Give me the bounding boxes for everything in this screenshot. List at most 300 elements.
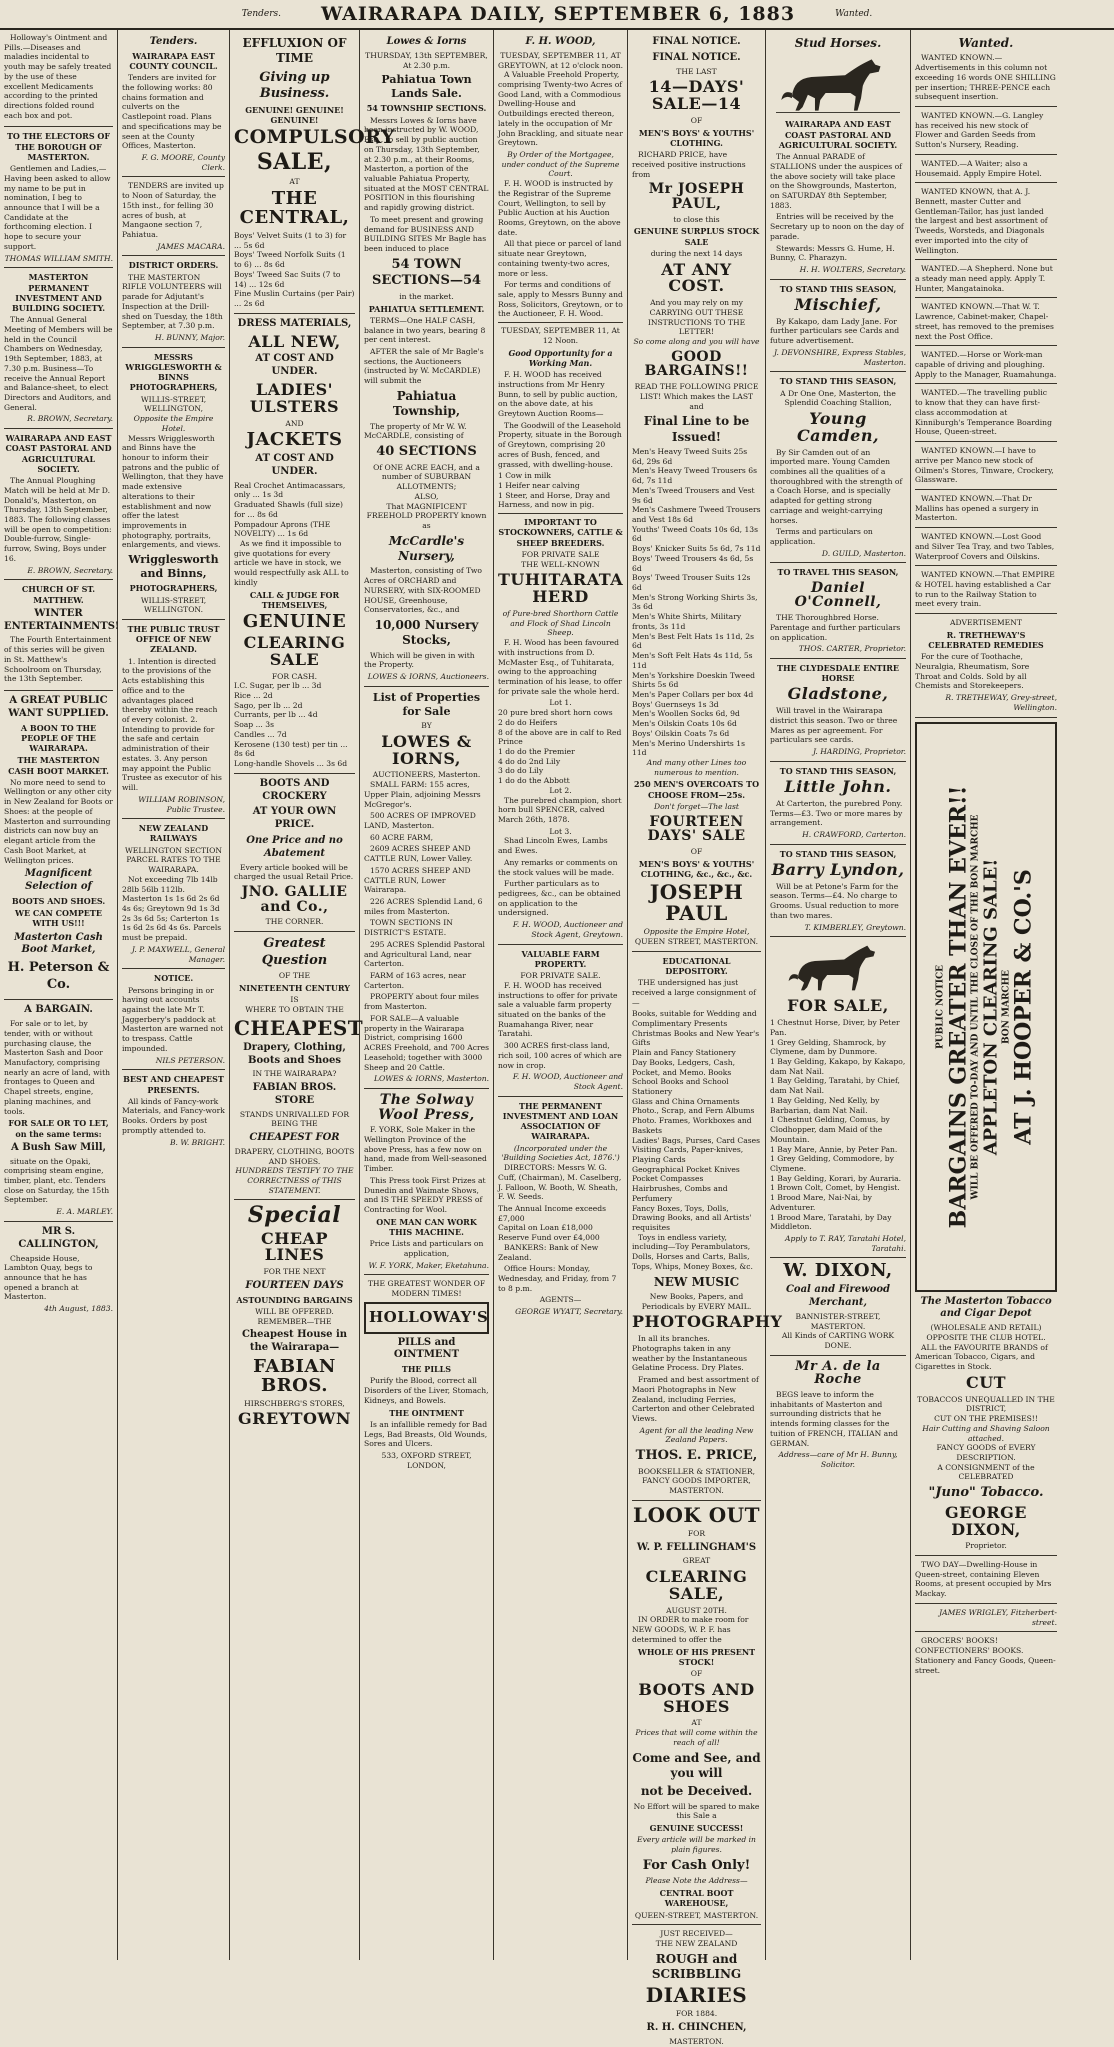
greytown-heading: GREYTOWN (237, 1409, 351, 1429)
council-heading: WAIRARAPA EAST COUNTY COUNCIL. (129, 50, 218, 72)
railways-heading: NEW ZEALAND RAILWAYS (138, 823, 209, 844)
wanted-10: WANTED KNOWN.—That Dr Mallins has opened a surgery in Masterton. (915, 494, 1057, 528)
trust-heading: THE PUBLIC TRUST OFFICE OF NEW ZEALAND. (127, 624, 220, 655)
fancy-line: FANCY GOODS of EVERY DESCRIPTION. (936, 1443, 1036, 1462)
little-john-heading: Little John. (784, 777, 892, 797)
solway-body: F. YORK, Sole Maker in the Wellington Province of the above Press, has a few now on hand, made from Well-seasoned Timber. (364, 1125, 487, 1174)
prop-text: The property of Mr W. W. McCARDLE, consisting of (364, 421, 467, 441)
read-line: READ THE FOLLOWING PRICE LIST! Which makes the LAST and (634, 382, 759, 411)
days-sale-heading: 14—DAYS' SALE—14 (648, 77, 745, 114)
agent-line: Agent for all the leading New Zealand Papers. (639, 1425, 754, 1445)
pahiatua-heading: Pahiatua Town Lands Sale. (381, 73, 472, 101)
grocery-price-list: I.C. Sugar, per lb ... 3d Rice ... 2d Sago, per lb ... 2d Currants, per lb ... 4d Soap ... 3s Candles ... 7d Kerosene (130 test) per tin ... 8s 6d Long-handle Shovels ... 3s 6d (234, 681, 355, 773)
column-4 (360, 30, 494, 1960)
suburban-line: Of ONE ACRE EACH, and a number of SUBURBAN ALLOTMENTS; (373, 462, 480, 492)
young-camden-heading: Young Camden, (796, 408, 880, 445)
tobacco-subheading: (WHOLESALE AND RETAIL) (930, 1323, 1042, 1333)
electors-heading: TO THE ELECTORS OF THE BOROUGH OF MASTERTON. (6, 131, 111, 162)
farm-body: F. H. WOOD has received instructions to offer for private sale a valuable farm property situated on the banks of the Ruamahanga River, near Taratahi. (498, 980, 618, 1039)
joseph-paul-big-heading: JOSEPH PAUL (649, 880, 744, 926)
pahiatua-settlement-line: PAHIATUA SETTLEMENT. (368, 303, 485, 314)
stand-heading-2: TO STAND THIS SEASON, (779, 376, 897, 387)
roche-body: BEGS leave to inform the inhabitants of Masterton and surrounding districts that he intends forming classes for the tuition of FRENCH, ITALIAN and GERMAN. (770, 1390, 898, 1448)
list-heading: List of Properties for Sale (372, 690, 481, 718)
masterton-line: MASTERTON. (632, 1486, 761, 1501)
of-line-3: OF (690, 1669, 703, 1679)
ray-signature: Apply to T. RAY, Taratahi Hotel, Taratahi. (785, 1233, 906, 1253)
masthead-right: Wanted. (835, 9, 873, 19)
column-5 (494, 30, 628, 1960)
carter-signature: THOS. CARTER, Proprietor. (798, 644, 906, 654)
solway-heading: The Solway Wool Press, (378, 1091, 475, 1123)
callington-ad (4, 1226, 113, 1314)
is-line: IS (290, 995, 299, 1005)
boots-shoes-heading: BOOTS AND SHOES (638, 1679, 755, 1716)
lowes-iorns-heading: LOWES & IORNS, (381, 731, 472, 768)
toys-text: Toys in endless variety, including—Toy Perambulators, Dolls, Horses and Carts, Balls, Tops, Whips, Money Boxes, &c. (632, 1232, 753, 1271)
gallie-heading: JNO. GALLIE and Co., (241, 883, 348, 915)
for-sale-text: FOR SALE—A valuable property in the Wairarapa District, comprising 1600 ACRES Freehold, and 700 Acres Leasehold; together with 3000 Sheep and 20 Cattle. (364, 1013, 489, 1072)
lowes-heading: Lowes & Iorns (386, 36, 467, 47)
wrigglesworth-address: WILLIS-STREET, WELLINGTON, (140, 394, 207, 414)
holloways-heading: HOLLOWAY'S (369, 1307, 489, 1326)
presents-signature: B. W. BRIGHT. (169, 1137, 225, 1147)
compete-line: WE CAN COMPETE WITH US!!! (15, 908, 102, 929)
dixon-heading: W. DIXON, (783, 1260, 893, 1282)
genuine-surplus-line: GENUINE SURPLUS STOCK SALE (633, 226, 760, 247)
sixty-text: 60 ACRE FARM, (370, 832, 434, 842)
own-price-heading: AT YOUR OWN PRICE. (252, 806, 337, 831)
gladstone-heading: Gladstone, (787, 684, 889, 704)
in-order-text: IN ORDER to make room for NEW GOODS, W. P. F. has determined to offer the (632, 1615, 749, 1644)
parade-text: The Annual PARADE of STALLIONS under the auspices of the above society will take place on the Showgrounds, Masterton, on SATURDAY 8th September, 1883. (770, 152, 902, 210)
drapery-heading: Drapery, Clothing, Boots and Shoes (243, 1041, 346, 1066)
five-hundred-text: 500 ACRES OF IMPROVED LAND, Masterton. (364, 811, 476, 830)
valuable-heading: VALUABLE FARM PROPERTY. (521, 948, 600, 969)
photography-body: In all its branches. Photographs taken in any weather by the Instantaneous Gelatine Process. Dry Plates. (632, 1334, 747, 1373)
wrigley-signature: JAMES WRIGLEY, Fitzherbert-street. (915, 1608, 1057, 1632)
chinchen-location: MASTERTON. (669, 2036, 724, 2046)
cheapest-house-line: Cheapest House in the Wairarapa— (241, 1329, 348, 1354)
railways-signature: J. P. MAXWELL, General Manager. (131, 944, 225, 964)
mischief-body: By Kakapo, dam Lady Jane. For further particulars see Cards and future advertisement. (770, 316, 900, 346)
pahiatua-body: Messrs Lowes & Iorns have been instructed by W. WOOD, Esq., to sell by public auction on Thursday, 13th September, at 2.30 p.m., at their Rooms, Masterton, a portion of the valuable Pahiatua Property, situated at the MOST CENTRAL POSITION in this flourishing and rapidly growing district. (364, 115, 489, 213)
district-heading: DISTRICT ORDERS. (128, 260, 219, 271)
callington-heading: MR S. CALLINGTON, (18, 1225, 99, 1250)
herd-heading: TUHITARATA HERD (498, 570, 624, 607)
roche-address: Address—care of Mr H. Bunny, Solicitor. (778, 1450, 898, 1470)
clothing-price-list: Men's Heavy Tweed Suits 25s 6d, 29s 6d Men's Heavy Tweed Trousers 6s 6d, 7s 11d Men's Tweed Trousers and Vest 9s 6d Men's Cashmere Tweed Trousers and Vest 18s 6d Youths' Tweed Coats 10s 6d, 13s 6d Boys' Knicker Suits 5s 6d, 7s 11d Boys' Tweed Trousers 4s 6d, 5s 6d Boys' Tweed Trouser Suits 12s 6d Men's Strong Working Shirts 3s, 3s 6d Men's White Shirts, Military fronts, 3s 11d Men's Best Felt Hats 1s 11d, 2s 6d Men's Soft Felt Hats 4s 11d, 5s 11d Men's Yorkshire Doeskin Tweed Shirts 5s 6d Men's Paper Collars per box 4d Boys' Guernseys 1s 3d Men's Woollen Socks 6d, 9d Men's Oilskin Coats 10s 6d Boys' Oilskin Coats 7s 6d Men's Merino Undershirts 1s 11d (632, 446, 761, 758)
notice-signature: NILS PETERSON. (155, 1055, 225, 1065)
stallion-parade-ad (770, 119, 906, 279)
cut-heading: CUT (965, 1372, 1007, 1392)
wanted-1: WANTED KNOWN.—Advertisements in this column not exceeding 16 words ONE SHILLING per insertion; THREE-PENCE each subsequent insertion. (915, 53, 1057, 107)
mccardle-body: Masterton, consisting of Two Acres of ORCHARD and NURSERY, with SIX-ROOMED HOUSE, Greenhouse, Conservatories, &c., and (364, 566, 482, 615)
consignment-line: A CONSIGNMENT of the CELEBRATED (937, 1462, 1035, 1482)
district-orders-ad (122, 260, 225, 347)
august-line: AUGUST 20TH. (666, 1605, 727, 1615)
lot-1-heading: Lot 1. (549, 698, 572, 708)
electors-signature: THOMAS WILLIAM SMITH. (4, 253, 113, 263)
electors-ad (4, 131, 113, 268)
no-effort-line: No Effort will be spared to make this Sale a (633, 1801, 760, 1821)
look-out-heading: LOOK OUT (633, 1502, 760, 1527)
address-line: 533, OXFORD STREET, LONDON, (381, 1450, 472, 1470)
little-john-body: At Carterton, the purebred Pony. Terms—£3. Two or more mares by arrangement. (770, 798, 903, 828)
juno-heading: "Juno" Tobacco. (928, 1485, 1044, 1501)
little-john-ad (770, 766, 906, 845)
presents-heading: BEST AND CHEAPEST PRESENTS. (123, 1074, 224, 1095)
harding-signature: J. HARDING, Proprietor. (812, 747, 906, 757)
wood-2-text: F. H. WOOD has received instructions from Mr Henry Bunn, to sell by public auction, on the above date, at his Greytown Auction Rooms— (498, 370, 618, 418)
remember-line: REMEMBER—THE (257, 1316, 332, 1326)
after-text: AFTER the sale of Mr Bagle's sections, the Auctioneers (instructed by W. McCARDLE) will submit the (364, 347, 484, 386)
masterton-cash-line: Masterton Cash Boot Market, (14, 931, 103, 956)
wanted-7: WANTED.—Horse or Work-man capable of driving and ploughing. Apply to the Manager, Ruamahunga. (915, 350, 1057, 384)
wanted-5: WANTED.—A Shepherd. None but a steady man need apply. Apply T. Hunter, Mangatainoka. (915, 264, 1057, 298)
final-line-heading: Final Line to be Issued! (643, 414, 750, 444)
wanted-6: WANTED KNOWN.—That W. T. Lawrence, Cabinet-maker, Chapel-street, has removed to the premises next the Post Office. (915, 302, 1057, 346)
masthead-left: Tenders. (241, 9, 281, 19)
george-dixon-heading: GEORGE DIXON, (945, 1502, 1027, 1539)
young-camden-body: By Sir Camden out of an imported mare. Young Camden combines all the qualities of a thoroughbred with the strength of a Coach Horse, and is specially adapted for getting strong carriage and weight-carrying horses. (770, 447, 903, 525)
office-hours-text: Office Hours: Monday, Wednesday, and Friday, from 7 to 8 p.m. (498, 1264, 617, 1293)
travel-heading: TO TRAVEL THIS SEASON, (777, 567, 899, 578)
greatest-heading: Greatest Question (261, 936, 328, 968)
nursery-heading: 10,000 Nursery Stocks, (374, 618, 479, 648)
two-nine-five-text: 295 ACRES Splendid Pastoral and Agricultural Land, near Carterton. (364, 939, 485, 969)
music-body: New Books, Papers, and Periodicals by EVERY MAIL. (641, 1291, 752, 1311)
herd-body: F. H. Wood has been favoured with instructions from D. McMaster Esq., of Tuhitarata, owing to the approaching termination of his lease, to offer for private sale the whole herd. (498, 638, 622, 696)
bargain-heading: A BARGAIN. (24, 1004, 93, 1016)
offered-text: WILL BE OFFERED TO-DAY AND UNTIL THE CLOSE OF THE BON MARCHE (970, 814, 981, 1200)
fourteen-days-heading: FOURTEEN DAYS' SALE (647, 813, 746, 845)
presents-ad (122, 1074, 225, 1147)
well-known-line: THE WELL-KNOWN (521, 559, 600, 569)
genuine-line: GENUINE! GENUINE! GENUINE! (245, 104, 344, 126)
tobacco-heading: The Masterton Tobacco and Cigar Depot (920, 1295, 1052, 1320)
corner-line: THE CORNER. (234, 917, 355, 932)
tobacco-location: OPPOSITE THE CLUB HOTEL. (926, 1332, 1046, 1342)
lot-3-heading: Lot 3. (549, 826, 572, 836)
last-line: THE LAST (676, 66, 717, 76)
cheapest-for-line: CHEAPEST FOR (249, 1132, 340, 1144)
one-man-line: ONE MAN CAN WORK THIS MACHINE. (376, 1216, 477, 1238)
council-body: Tenders are invited for the following works: 80 chains formation and culverts on the Castlepoint road. Plans and specifications may be seen at the County Offices, Masterton. (122, 73, 222, 151)
final-notice-heading-2: FINAL NOTICE. (652, 51, 741, 63)
hooper-name-text: AT J. HOOPER & CO.'S (1011, 868, 1038, 1145)
peterson-line: H. Peterson & Co. (7, 960, 110, 992)
opportunity-line: Good Opportunity for a Working Man. (508, 347, 613, 368)
overcoats-line: 250 MEN'S OVERCOATS TO CHOOSE FROM—25s. (633, 779, 760, 800)
wanted-3: WANTED.—A Waiter; also a Housemaid. Apply Empire Hotel. (915, 159, 1057, 183)
cash-boot-body: No more need to send to Wellington or any other city in New Zealand for Boots or Shoes: at the people of Masterton and surrounding districts can now buy an elegant article from the Cash Boot Market, at Wellington prices. (4, 777, 113, 865)
fabian-store-heading: FABIAN BROS. STORE (252, 1082, 337, 1106)
tuesday-line: TUESDAY, SEPTEMBER 11, At 12 Noon. (501, 326, 620, 345)
terms-text: TERMS—One HALF CASH, balance in two years, bearing 8 per cent interest. (364, 315, 486, 345)
holloway-intro (4, 33, 113, 127)
fellingham-heading: W. P. FELLINGHAM'S (636, 1541, 757, 1553)
market-line: in the market. (399, 291, 454, 301)
wb-name: Wrigglesworth and Binns, (128, 553, 219, 581)
farm-text: FARM of 163 acres, near Carterton. (364, 971, 466, 990)
final-notice-heading: FINAL NOTICE. (652, 36, 741, 47)
bush-signature: E. A. MARLEY. (56, 1207, 113, 1217)
column-3 (230, 30, 395, 1960)
attend-text: To meet present and growing demand for BUSINESS AND BUILDING SITES Mr Bagle has been induced to place (364, 214, 487, 253)
notice-ad (122, 973, 225, 1070)
good-bargains-heading: GOOD BARGAINS!! (644, 348, 749, 380)
come-line: So come along and you will have (633, 337, 760, 346)
trust-body: 1. Intention is directed to the provisions of the Acts establishing this office and to the advantages placed thereby within the reach of every colonist. 2. Intending to provide for the safe and certain administration of their estates. 3. Any person may appoint the Public Trustee as executor of his will. (122, 656, 222, 793)
wood-signature: F. H. WOOD, Auctioneer and Stock Agent, Greytown. (498, 920, 623, 944)
boots-shoes-line: BOOTS AND SHOES. (11, 895, 106, 906)
received-line: JUST RECEIVED— (660, 1929, 733, 1939)
council-signature: F. G. MOORE, County Clerk. (141, 153, 225, 172)
public-notice-text: PUBLIC NOTICE (935, 964, 946, 1049)
order-line: By Order of the Mortgagee, under conduct of the Supreme Court. (501, 149, 620, 179)
stands-line: STANDS UNRIVALLED FOR BEING THE (239, 1109, 350, 1129)
farm-private-line: FOR PRIVATE SALE. (520, 971, 601, 981)
wanted-heading: Wanted. (958, 36, 1014, 50)
bush-heading: A Bush Saw Mill, (10, 1141, 107, 1153)
crawford-signature: H. CRAWFORD, Carterton. (802, 830, 906, 840)
wood-body: A Valuable Freehold Property, comprising Twenty-two Acres of Good Land, with a Commodious Dwelling-House and Outbuildings erected thereon, lately in the occupation of Mr John Brackling, and situate near Greytown. (498, 70, 623, 148)
intro-text: Holloway's Ointment and Pills.—Diseases and maladies incidental to youth may be safely treated by the use of these excellent Medicaments according to the printed directions folded round each box and pot. (4, 33, 112, 120)
compulsory-heading: COMPULSORY (234, 126, 395, 149)
small-farm-text: SMALL FARM: 155 acres, Upper Plain, adjoining Messrs McGregor's. (364, 780, 481, 809)
masthead (0, 0, 1114, 30)
wanted-4: WANTED KNOWN, that A. J. Bennett, master Cutter and Gentleman-Tailor, has just landed the largest and best assortment of Tweeds, Worsteds, and Diagonals ever imported into the city of Wellington. (915, 187, 1057, 260)
holloway-banner (364, 1302, 489, 1334)
gladstone-ad (770, 663, 906, 762)
wrigglesworth-ad (122, 352, 225, 620)
bush-tender-body: TENDERS are invited up to Noon of Saturday, the 15th inst., for felling 30 acres of bush, at Mangaone section 7, Pahiatua. (122, 181, 224, 240)
society-heading: WAIRARAPA AND EAST COAST PASTORAL AND AGRICULTURAL SOCIETY. (778, 119, 898, 150)
also-line: ALSO, (414, 491, 439, 501)
wood-terms: For terms and conditions of sale, apply to Messrs Bunny and Ross, Solicitors, Greytown, or to the Auctioneer, F. H. Wood. (498, 280, 623, 319)
two-six-text: 2609 ACRES SHEEP AND CATTLE RUN, Lower Valley. (364, 844, 473, 864)
horses-list: 1 Chestnut Horse, Diver, by Peter Pan. 1 Grey Gelding, Shamrock, by Clymene, dam by Dunmore. 1 Bay Gelding, Kakapo, by Kakapo, dam Nat Nail. 1 Bay Gelding, Taratahi, by Chief, dam Nat Nail. 1 Bay Gelding, Ned Kelly, by Barbarian, dam Nat Nail. 1 Chestnut Gelding, Comus, by Clodhopper, dam Maid of the Mountain. 1 Bay Mare, Annie, by Peter Pan. 1 Grey Gelding, Commodore, by Clymene. 1 Bay Gelding, Korari, by Auraria. 1 Brown Colt, Comet, by Hengist. 1 Brood Mare, Nai-Nai, by Adventurer. 1 Brood Mare, Taratahi, by Day Middleton. (770, 1018, 906, 1232)
bon-marche-text: BON MARCHE (1001, 969, 1012, 1044)
property-text: PROPERTY about four miles from Masterton. (364, 992, 479, 1012)
clydesdale-heading: THE CLYDESDALE ENTIRE HORSE (777, 662, 899, 684)
public-trust-ad (122, 624, 225, 819)
household-text: The Goodwill of the Leasehold Property, situate in the Borough of Greytown, comprising 20 acres of Bush, fenced, and grassed, with dwelling-house. (498, 420, 622, 469)
by-line: BY (421, 721, 432, 731)
photography-heading: PHOTOGRAPHY (632, 1312, 783, 1332)
hair-line: Hair Cutting and Shaving Saloon attached. (922, 1423, 1050, 1443)
town-sections-heading: 54 TOWN SECTIONS—54 (371, 256, 482, 289)
stand-heading-1: TO STAND THIS SEASON, (779, 283, 897, 294)
central-boot-line: CENTRAL BOOT WAREHOUSE, (659, 1888, 734, 1909)
lowes-signature: LOWES & IORNS, Auctioneers. (364, 672, 489, 687)
boots-crockery-heading: BOOTS AND CROCKERY (259, 777, 330, 802)
for-cash-line: FOR CASH. (271, 671, 318, 681)
sections-line: 54 TOWNSHIP SECTIONS. (366, 103, 487, 114)
horses-for-sale-ad (770, 998, 906, 1258)
at-line: AT (289, 177, 300, 187)
astounding-line: ASTOUNDING BARGAINS (236, 1294, 353, 1305)
opposite-line: Opposite the Empire Hotel, (643, 927, 750, 937)
bargains-greater-text: BARGAINS GREATER THAN EVER!! (945, 785, 972, 1229)
notice-body: Persons bringing in or having out accounts against the late Mr T. Jaggerbery's paddock at Masterton are warned not to trespass. Cattle impounded. (122, 985, 224, 1053)
column-2 (118, 30, 230, 1960)
wood-date: TUESDAY, SEPTEMBER 11, AT GREYTOWN, at 12 o'clock noon. (498, 50, 624, 70)
council-tender-ad (122, 51, 225, 178)
mens-clothing-line: MEN'S BOYS' & YOUTHS' CLOTHING. (638, 127, 755, 148)
at-cost-heading-2: AT COST AND UNDER. (255, 453, 334, 477)
wanted-9: WANTED KNOWN.—I have to arrive per Manco new stock of Oilmen's Stores, Tinware, Crockery, Glassware. (915, 446, 1057, 490)
york-signature: W. F. YORK, Maker, Eketahuna. (364, 1261, 489, 1276)
railways-ad (122, 823, 225, 969)
tenders-heading: Tenders. (149, 36, 198, 47)
mischief-heading: Mischief, (794, 294, 882, 314)
all-new-heading: ALL NEW, (248, 331, 341, 351)
wb-street: WILLIS-STREET, WELLINGTON. (140, 595, 207, 615)
important-heading: IMPORTANT TO STOCKOWNERS, CATTLE & SHEEP BREEDERS. (498, 517, 623, 548)
agents-line: AGENTS— (539, 1295, 582, 1305)
prizes-text: This Press took First Prizes at Dunedin and Waimate Shows, and IS THE SPEEDY PRESS of Contracting for Wool. (364, 1175, 486, 1215)
wanted-8: WANTED.—The travelling public to know that they can have first-class accommodation at Kinniburgh's Temperance Boarding House, Queen-street. (915, 388, 1057, 442)
call-line: CALL & JUDGE FOR THEMSELVES, (249, 589, 340, 610)
column-6 (628, 30, 783, 2046)
wb-photographers: PHOTOGRAPHERS, (129, 583, 218, 594)
daniel-body: THE Thoroughbred Horse. Parentage and further particulars on application. (770, 613, 901, 642)
new-zealand-line: THE NEW ZEALAND (655, 1938, 738, 1948)
parade-signature: H. H. WOLTERS, Secretary. (799, 264, 906, 274)
genuine-heading: GENUINE (242, 611, 347, 633)
column-7 (766, 30, 911, 1960)
lowes-signature-2: LOWES & IORNS, Masterton. (364, 1074, 489, 1089)
chinchen-heading: R. H. CHINCHEN, (646, 2022, 747, 2034)
any-cost-heading: AT ANY COST. (661, 259, 732, 296)
hundreds-line: HUNDREDS TESTIFY TO THE CORRECTNESS of THIS STATEMENT. (234, 1166, 355, 1200)
columns (0, 30, 1114, 2046)
one-price-heading: One Price and no Abatement (246, 834, 343, 859)
thos-price-heading: THOS. E. PRICE, (635, 1448, 758, 1464)
callington-body: Cheapside House, Lambton Quay, begs to announce that he has opened a branch at Masterton. (4, 1253, 93, 1302)
roche-heading: Mr A. de la Roche (795, 1358, 881, 1388)
for-sale-line: FOR SALE OR TO LET, on the same terms: (8, 1118, 109, 1139)
century-line: NINETEENTH CENTURY (238, 983, 351, 994)
hooper-rotated (936, 785, 1037, 1228)
divider (498, 322, 623, 323)
central-heading: THE CENTRAL, (239, 188, 350, 229)
divider (498, 513, 623, 514)
wood-heading: F. H. WOOD, (525, 36, 596, 47)
next-line: FOR THE NEXT (263, 1267, 326, 1277)
for-line: FOR (687, 1528, 706, 1538)
clearing-sale-heading: CLEARING SALE, (645, 1567, 748, 1603)
grocers-text: GROCERS' BOOKS! CONFECTIONERS' BOOKS. Stationery and Fancy Goods, Queen-street. (915, 1636, 1056, 1675)
also-line: And many other Lines too numerous to mention. (646, 757, 747, 777)
private-line: FOR PRIVATE SALE (521, 549, 600, 559)
wrigglesworth-location: Opposite the Empire Hotel. (133, 414, 214, 433)
whole-stock-line: WHOLE OF HIS PRESENT STOCK! (637, 1646, 756, 1667)
stand-heading-3: TO STAND THIS SEASON, (779, 765, 897, 776)
three-hundred-text: 300 ACRES first-class land, rich soil, 100 acres of which are now in crop. (498, 1041, 622, 1070)
dixon-proprietor: Proprietor. (915, 1541, 1057, 1556)
wanted-11: WANTED KNOWN.—Lost Good and Silver Tea Tray, and two Tables, Waterproof Covers and Oilskins. (915, 532, 1057, 566)
daniel-heading: Daniel O'Connell, (794, 579, 882, 611)
magnificent-line: Magnificent Selection of (24, 868, 93, 893)
permanent-heading: THE PERMANENT INVESTMENT AND LOAN ASSOCIATION OF WAIRARAPA. (502, 1100, 619, 1142)
nursery-body: Which will be given in with the Property. (364, 650, 475, 670)
electors-body: Gentlemen and Ladies,—Having been asked to allow my name to be put in nomination, I beg to announce that I will be a Candidate at the forthcoming election. I hope to secure your support. (4, 164, 111, 251)
for-cash-heading: For Cash Only! (642, 1857, 751, 1873)
volunteers-signature: H. BUNNY, Major. (154, 333, 225, 343)
at-line: AT (691, 1718, 702, 1728)
richard-text: RICHARD PRICE, have received positive instructions from (632, 150, 746, 179)
callington-date: 4th August, 1883. (44, 1304, 113, 1314)
permanent-body: (Incorporated under the 'Building Societies Act, 1876.') (501, 1143, 620, 1163)
cow-list: 1 Cow in milk 1 Heifer near calving 1 Steer, and Horse, Dray and Harness, and now in pig. (498, 471, 611, 510)
queen-street-line: QUEEN STREET, MASTERTON. (632, 937, 761, 952)
stud-horses-heading: Stud Horses. (794, 36, 882, 50)
entries-text: Entries will be received by the Secretary up to noon on the day of parade. (770, 212, 904, 241)
jackets-heading: JACKETS (246, 429, 343, 451)
reduce-text: As we find it impossible to give quotations for every article we have in stock, we would respectfully ask ALL to kindly (234, 539, 349, 587)
lowes-date: THURSDAY, 13th SEPTEMBER, At 2.30 p.m. (365, 50, 488, 70)
thos-price-subheading: BOOKSELLER & STATIONER, FANCY GOODS IMPORTER, (637, 1466, 756, 1486)
advertisement-label: ADVERTISEMENT (950, 618, 1022, 628)
permanent-society-ad (4, 272, 113, 429)
wanted-2: WANTED KNOWN.—G. Langley has received his new stock of Flower and Garden Seeds from Sutton's Nursery, Reading. (915, 111, 1057, 155)
barry-body: Will be at Petone's Farm for the season. Terms—£4. No charge to Grooms. Usual reduction to more than two mares. (770, 881, 899, 920)
diaries-heading: DIARIES (645, 1983, 748, 2008)
prices-line: Prices that will come within the reach of all! (635, 1728, 758, 1747)
trethewey-signature: R. TRETHEWAY, Grey-street, Wellington. (945, 693, 1057, 712)
trethewey-body: For the cure of Toothache, Neuralgia, Rheumatism, Sore Throat and Colds. Sold by all Chemists and Storekeepers. (915, 652, 1030, 691)
two-two-six-text: 226 ACRES Splendid Land, 6 miles from Masterton. (364, 897, 483, 916)
camden-intro: A Dr One One, Masterton, the Splendid Coaching Stallion, (780, 388, 896, 408)
cut-subheading: TOBACCOS UNEQUALLED IN THE DISTRICT, (917, 1394, 1055, 1414)
of-line-2: OF (690, 846, 703, 856)
of-line: OF (690, 115, 703, 125)
railways-rates: PARCEL RATES TO THE WAIRARAPA. (126, 855, 221, 875)
photography-body-2: Framed and best assortment of Maori Photographs in New Zealand, including Ferries, Carterton and other Celebrated Views. (632, 1375, 759, 1423)
come-see-heading: Come and See, and you will (632, 1750, 761, 1780)
cheapest-heading: CHEAPEST (234, 1015, 364, 1040)
winter-heading: WINTER ENTERTAINMENTS! (4, 607, 120, 632)
judges-text: Stewards: Messrs G. Hume, H. Bunny, C. Pharazyn. (770, 243, 895, 263)
pastoral-signature: E. BROWN, Secretary. (27, 565, 113, 575)
the-pills-heading: THE PILLS (401, 1364, 452, 1375)
further-text: Further particulars as to pedigrees, &c., can be obtained on application to the undersigned. (498, 879, 621, 918)
and-line: AND (285, 418, 304, 428)
mccardle-heading: McCardle's Nursery, (388, 533, 465, 564)
mischief-ad (770, 284, 906, 373)
giving-up-heading: Giving up Business. (259, 69, 330, 102)
for-1884-line: FOR 1884. (675, 2009, 718, 2019)
lot-2-body: The purebred champion, short horn bull SPENCER, calved March 26th, 1878. (498, 795, 622, 824)
column-8 (911, 30, 1061, 1960)
trethewey-ad (915, 618, 1057, 718)
dixon-body: All Kinds of CARTING WORK DONE. (781, 1331, 895, 1351)
all-that-text: All that piece or parcel of land situate near Greytown, containing twenty-two acres, more or less. (498, 239, 622, 278)
great-want-heading: A GREAT PUBLIC WANT SUPPLIED. (8, 694, 109, 719)
guild-signature: D. GUILD, Masterton. (821, 548, 906, 558)
pahiatua-township-heading: Pahiatua Township, (392, 388, 461, 419)
kimberley-signature: T. KIMBERLEY, Greytown. (804, 922, 906, 932)
dixon-subheading: Coal and Firewood Merchant, (785, 1284, 891, 1309)
please-line: Please Note the Address— (645, 1876, 748, 1886)
pills-body: Purify the Blood, correct all Disorders of the Liver, Stomach, Kidneys, and Bowels. (364, 1376, 489, 1405)
permanent-heading: MASTERTON PERMANENT INVESTMENT AND BUILDING SOCIETY. (11, 272, 106, 314)
cash-boot-ad (4, 695, 113, 1000)
barry-lyndon-ad (770, 849, 906, 938)
